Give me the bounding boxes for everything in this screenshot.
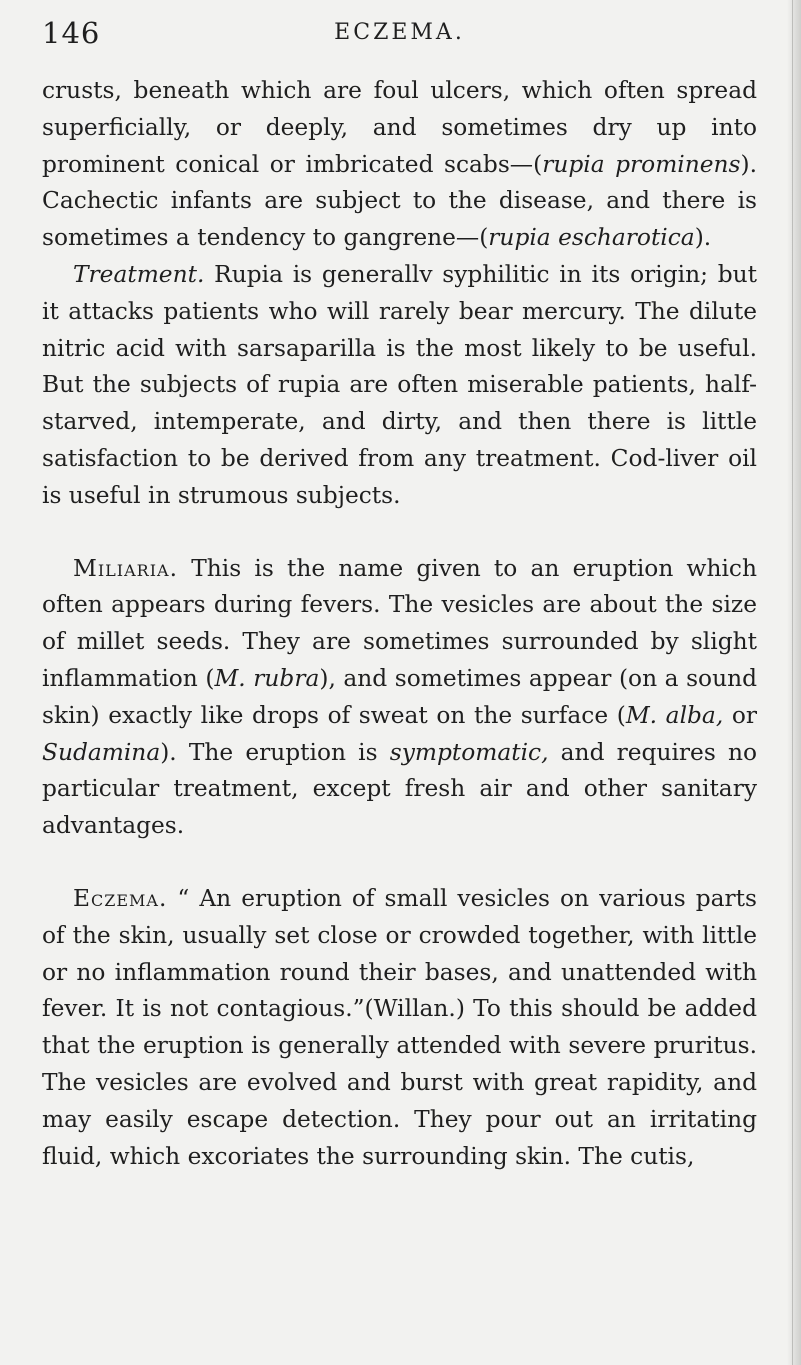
term-m-rubra: M. rubra — [214, 664, 320, 692]
page-header — [42, 16, 757, 56]
term-m-alba: M. alba, — [625, 701, 724, 729]
page-edge-shadow — [787, 0, 801, 1365]
page-number: 146 — [42, 16, 101, 50]
paragraph-miliaria: Miliaria. This is the name given to an eruption which often appears during fevers. The vesicles are about the size of millet seeds. They are sometimes surrounded by slight inflammation (M. rubra), and sometimes appear (on a sound skin) exactly like drops of sweat on the surface (M. alba, or Sudamina). The eruption is symptomatic, and requires no particular treatment, except fresh air and other sanitary advantages. — [42, 554, 757, 840]
treatment-heading: Treatment. — [73, 260, 205, 288]
term-rupia-prominens: rupia prominens — [542, 150, 741, 178]
paragraph-treatment: Treatment. Rupia is generallv syphilitic in its origin; but it attacks patients who will rarely bear mercury. The dilute nitric acid with sarsaparilla is the most likely to be useful. But the subjects of rupia are often miserable patients, half-starved, intemperate, and dirty, and then there is little satisfaction to be derived from any treatment. Cod-liver oil is useful in strumous subjects. — [42, 260, 757, 509]
body-text — [42, 73, 757, 1175]
term-rupia-escharotica: rupia escharotica — [488, 224, 695, 252]
paragraph-rupia-crusts: crusts, beneath which are foul ulcers, which often spread superficially, or deeply, and sometimes dry up into prominent conical or imbricated scabs—(rupia prominens). Cachectic infants are subject to the disease, and there is sometimes a tendency to gangrene—(rupia escharotica). — [42, 77, 758, 252]
miliaria-heading: Miliaria. — [73, 554, 179, 582]
term-symptomatic: symptomatic, — [389, 738, 549, 766]
eczema-heading: Eczema. — [73, 884, 168, 912]
page-edge-line — [792, 0, 793, 1365]
term-sudamina: Sudamina — [42, 738, 161, 766]
running-head: ECZEMA. — [334, 20, 465, 45]
paragraph-eczema: Eczema. “ An eruption of small vesicles on various parts of the skin, usually set close or crowded together, with little or no inflammation round their bases, and unattended with fever. It is not contagious.”(Willan.) To this should be added that the eruption is generally attended with severe pruritus. The vesicles are evolved and burst with great rapidity, and may easily escape detection. They pour out an irritating fluid, which excoriates the surrounding skin. The cutis, — [42, 884, 757, 1170]
